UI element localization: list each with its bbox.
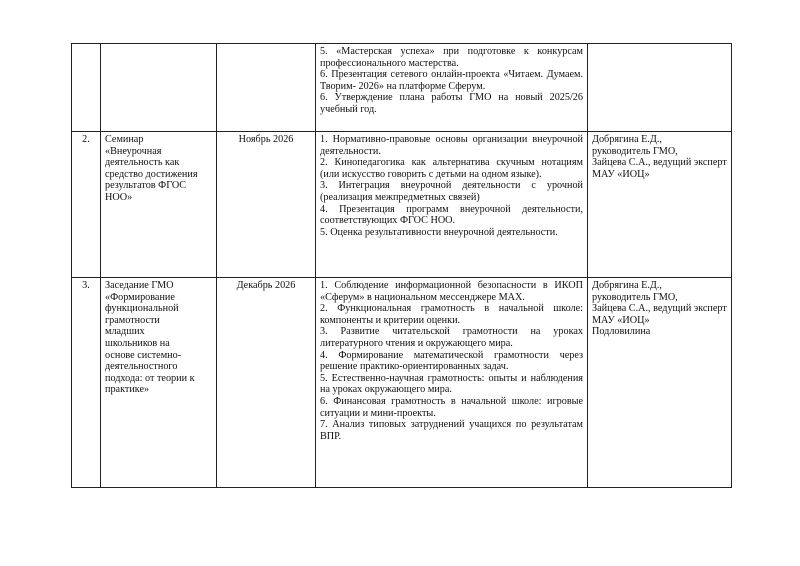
plan-table [71, 43, 732, 488]
responsible-cell [588, 278, 732, 488]
topic-item: 5. «Мастерская успеха» при подготовке к конкурсам профессионального мастерства. [320, 46, 583, 69]
responsible-line: Добрягина Е.Д., [592, 134, 662, 145]
event-cell [101, 278, 217, 488]
table-row [72, 132, 732, 278]
responsible-line: Добрягина Е.Д., [592, 280, 662, 291]
event-line: НОО» [105, 191, 133, 203]
topic-item: 3. Интеграция внеурочной деятельности с урочной (реализация межпредметных связей) [320, 180, 583, 203]
table-row [72, 44, 732, 132]
responsible-line: МАУ «ИОЦ» [592, 168, 650, 180]
responsible-line: Зайцева С.А., ведущий эксперт [592, 157, 727, 169]
plan-table-body [72, 44, 732, 488]
topic-item: 3. Развитие читательской грамотности на уроках литературного чтения и окружающего мира. [320, 326, 583, 349]
topic-item: 5. Естественно-научная грамотность: опыты и наблюдения на уроках окружающего мира. [320, 372, 583, 396]
event-line: деятельностного [105, 361, 178, 373]
responsible-cell [588, 44, 732, 132]
topic-item: 5. Оценка результативности внеурочной деятельности. [320, 226, 558, 238]
event-line: младших [105, 326, 145, 338]
event-line: результатов ФГОС [105, 180, 187, 192]
responsible-line: МАУ «ИОЦ» [592, 314, 650, 326]
topic-item: 4. Презентация программ внеурочной деятельности, соответствующих ФГОС НОО. [320, 203, 583, 227]
topic-item: 4. Формирование математической грамотности через решение практико-ориентированных задач. [320, 349, 583, 373]
responsible-line: Подловилина [592, 326, 651, 338]
event-line: практике» [105, 384, 150, 396]
event-line: грамотности [105, 314, 160, 326]
date-cell: Ноябрь 2026 [217, 132, 316, 278]
topic-item: 1. Соблюдение информационной безопасности в ИКОП «Сферум» в национальном мессенджере MAX. [320, 280, 583, 303]
responsible-line: Зайцева С.А., ведущий эксперт [592, 303, 727, 315]
event-cell [101, 44, 217, 132]
row-number-cell: 2. [72, 132, 101, 278]
responsible-cell [588, 132, 732, 278]
event-line: основе системно- [105, 349, 182, 361]
event-line: «Внеурочная [105, 145, 162, 157]
table-row [72, 278, 732, 488]
topic-item: 2. Функциональная грамотность в начальной школе: компоненты и критерии оценки. [320, 303, 583, 326]
date-cell [217, 44, 316, 132]
event-line: школьников на [105, 337, 170, 349]
event-line: деятельность как [105, 157, 180, 169]
responsible-line: руководитель ГМО, [592, 291, 678, 303]
row-number-cell: 3. [72, 278, 101, 488]
event-line: средство достижения [105, 168, 198, 180]
topic-item: 6. Утверждение плана работы ГМО на новый 2025/26 учебный год. [320, 92, 583, 115]
event-line: «Формирование [105, 291, 175, 303]
date-cell: Декабрь 2026 [217, 278, 316, 488]
topic-item: 1. Нормативно-правовые основы организации внеурочной деятельности. [320, 134, 583, 157]
topic-item: 6. Презентация сетевого онлайн-проекта «Читаем. Думаем. Творим- 2026» на платформе Сферум. [320, 69, 583, 92]
topics-cell [316, 44, 588, 132]
event-cell [101, 132, 217, 278]
event-line: подхода: от теории к [105, 372, 195, 384]
topic-item: 6. Финансовая грамотность в начальной школе: игровые ситуации и мини-проекты. [320, 395, 583, 419]
topic-item: 7. Анализ типовых затруднений учащихся по результатам ВПР. [320, 419, 583, 442]
event-line: Семинар [105, 134, 144, 145]
topic-item: 2. Кинопедагогика как альтернатива скучным нотациям (или искусство говорить с детьми на одном языке). [320, 157, 583, 180]
responsible-line: руководитель ГМО, [592, 145, 678, 157]
row-number-cell [72, 44, 101, 132]
topics-cell [316, 278, 588, 488]
topics-cell [316, 132, 588, 278]
event-line: Заседание ГМО [105, 280, 174, 291]
event-line: функциональной [105, 303, 179, 315]
